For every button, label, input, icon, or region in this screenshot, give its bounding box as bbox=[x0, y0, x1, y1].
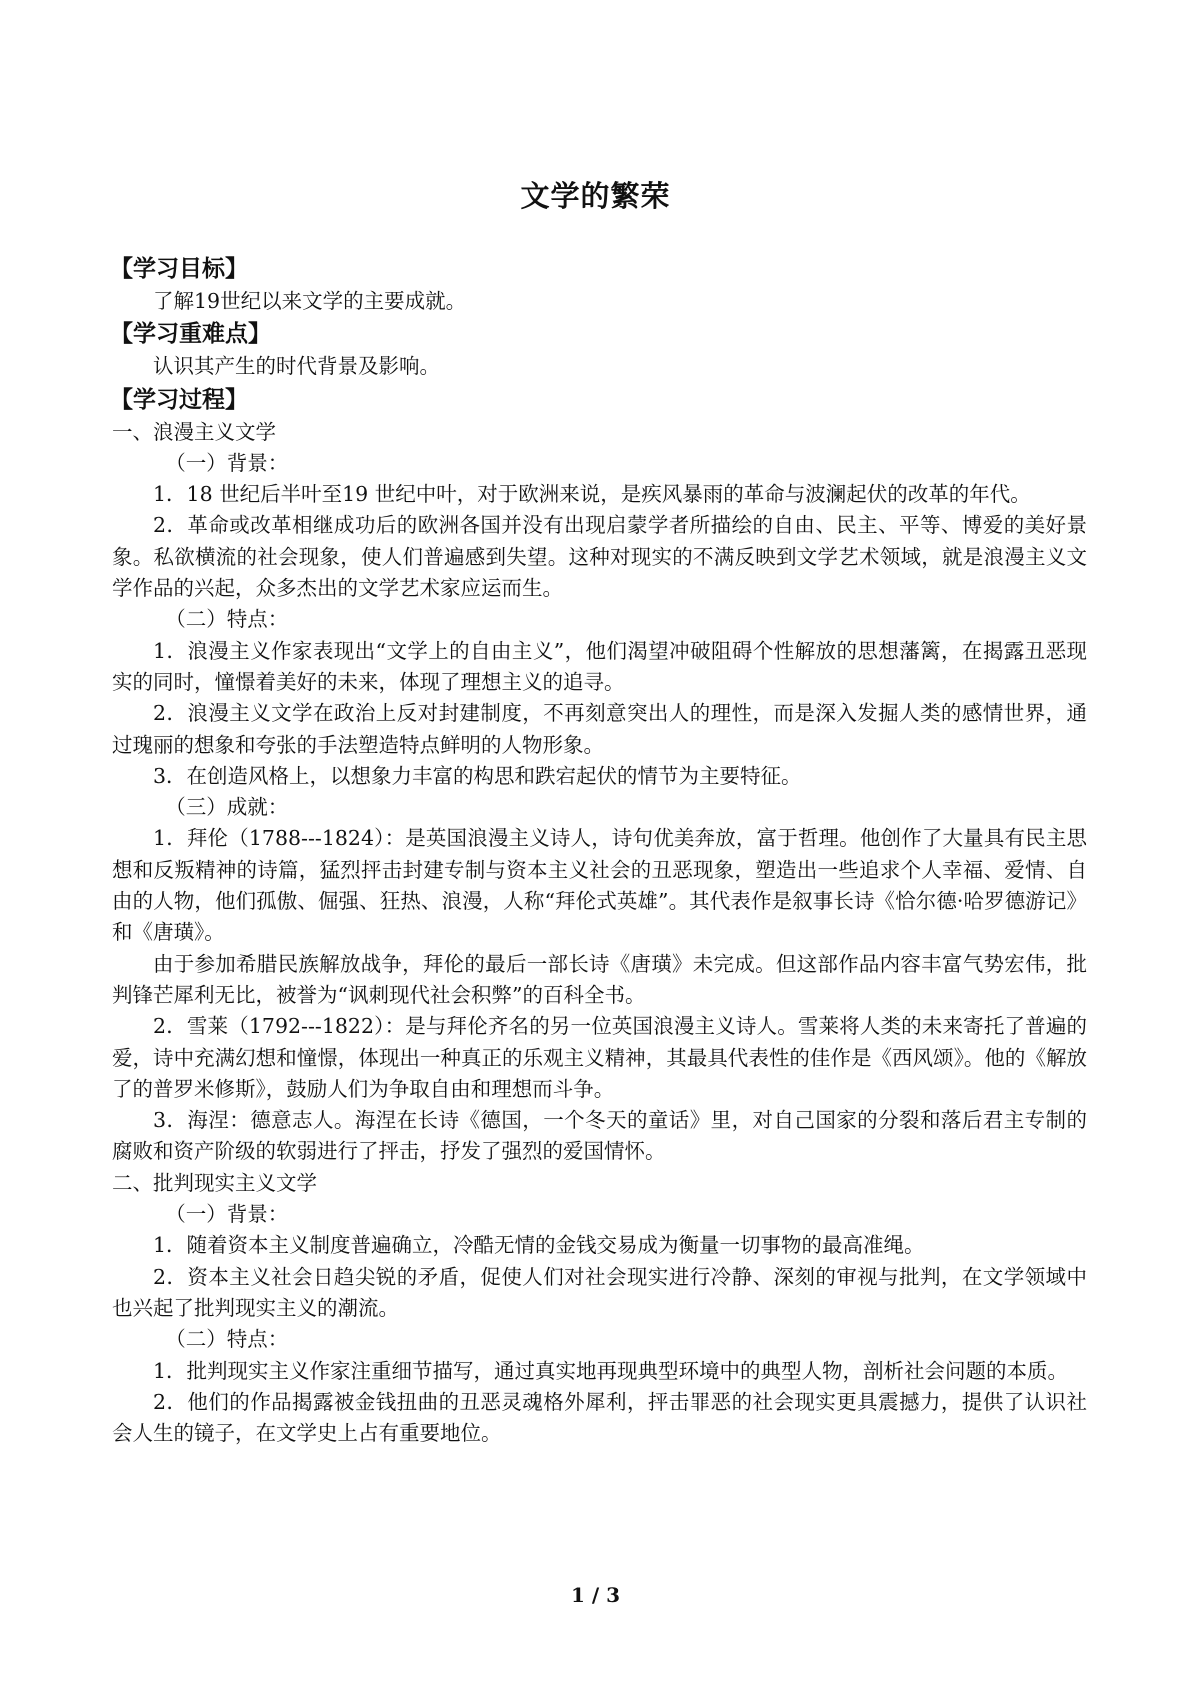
achievement-byron: 1．拜伦（1788---1824）：是英国浪漫主义诗人，诗句优美奔放，富于哲理。他创作了大量具有民主思想和反叛精神的诗篇，猛烈抨击封建专制与资本主义社会的丑恶现象，塑造出一些追求个人幸福、爱情、自由的人物，他们孤傲、倔强、狂热、浪漫，人称“拜伦式英雄”。其代表作是叙事长诗《恰尔德·哈罗德游记》和《唐璜》。 bbox=[112, 826, 1087, 945]
critical-background-1: 1．随着资本主义制度普遍确立，冷酷无情的金钱交易成为衡量一切事物的最高准绳。 bbox=[153, 1233, 925, 1258]
key-points-text: 认识其产生的时代背景及影响。 bbox=[153, 354, 440, 379]
romanticism-feature-3: 3．在创造风格上，以想象力丰富的构思和跌宕起伏的情节为主要特征。 bbox=[153, 763, 802, 788]
section-critical-realism-title: 二、批判现实主义文学 bbox=[112, 1170, 317, 1195]
document-body bbox=[112, 252, 1087, 1449]
romanticism-feature-2: 2．浪漫主义文学在政治上反对封建制度，不再刻意突出人的理性，而是深入发掘人类的感情世界，通过瑰丽的想象和夸张的手法塑造特点鲜明的人物形象。 bbox=[112, 701, 1087, 757]
section-romanticism-title: 一、浪漫主义文学 bbox=[112, 419, 276, 444]
romanticism-background-2: 2．革命或改革相继成功后的欧洲各国并没有出现启蒙学者所描绘的自由、民主、平等、博爱的美好景象。私欲横流的社会现象，使人们普遍感到失望。这种对现实的不满反映到文学艺术领域，就是浪漫主义文学作品的兴起，众多杰出的文学艺术家应运而生。 bbox=[112, 513, 1087, 601]
romanticism-background-1: 1．18 世纪后半叶至19 世纪中叶，对于欧洲来说，是疾风暴雨的革命与波澜起伏的改革的年代。 bbox=[153, 482, 1031, 507]
romanticism-features-label: （二）特点： bbox=[165, 607, 289, 632]
heading-learning-process: 【学习过程】 bbox=[110, 386, 248, 413]
critical-feature-2: 2．他们的作品揭露被金钱扭曲的丑恶灵魂格外犀利，抨击罪恶的社会现实更具震撼力，提供了认识社会人生的镜子，在文学史上占有重要地位。 bbox=[112, 1389, 1087, 1446]
critical-features-label: （二）特点： bbox=[165, 1327, 289, 1352]
romanticism-feature-1: 1．浪漫主义作家表现出“文学上的自由主义”，他们渴望冲破阻碍个性解放的思想藩篱，在揭露丑恶现实的同时，憧憬着美好的未来，体现了理想主义的追寻。 bbox=[112, 638, 1087, 694]
achievement-byron-don-juan: 由于参加希腊民族解放战争，拜伦的最后一部长诗《唐璜》未完成。但这部作品内容丰富气势宏伟，批判锋芒犀利无比，被誉为“讽刺现代社会积弊”的百科全书。 bbox=[112, 951, 1087, 1007]
romanticism-achievements-label: （三）成就： bbox=[165, 795, 289, 820]
critical-background-2: 2．资本主义社会日趋尖锐的矛盾，促使人们对社会现实进行冷静、深刻的审视与批判，在文学领域中也兴起了批判现实主义的潮流。 bbox=[112, 1264, 1087, 1320]
learning-goal-text: 了解19世纪以来文学的主要成就。 bbox=[153, 289, 467, 313]
document-title: 文学的繁荣 bbox=[520, 179, 671, 213]
achievement-heine: 3．海涅：德意志人。海涅在长诗《德国，一个冬天的童话》里，对自己国家的分裂和落后君主专制的腐败和资产阶级的软弱进行了抨击，抒发了强烈的爱国情怀。 bbox=[112, 1108, 1087, 1164]
heading-learning-goal: 【学习目标】 bbox=[110, 256, 248, 282]
achievement-shelley: 2．雪莱（1792---1822）：是与拜伦齐名的另一位英国浪漫主义诗人。雪莱将人类的未来寄托了普遍的爱，诗中充满幻想和憧憬，体现出一种真正的乐观主义精神，其最具代表性的佳作是《西风颂》。他的《解放了的普罗米修斯》，鼓励人们为争取自由和理想而斗争。 bbox=[112, 1014, 1087, 1101]
heading-key-points: 【学习重难点】 bbox=[110, 321, 271, 348]
page-number: 1 / 3 bbox=[570, 1583, 621, 1607]
critical-feature-1: 1．批判现实主义作家注重细节描写，通过真实地再现典型环境中的典型人物，剖析社会问题的本质。 bbox=[153, 1358, 1069, 1383]
critical-background-label: （一）背景： bbox=[165, 1202, 289, 1227]
romanticism-background-label: （一）背景： bbox=[165, 450, 289, 475]
